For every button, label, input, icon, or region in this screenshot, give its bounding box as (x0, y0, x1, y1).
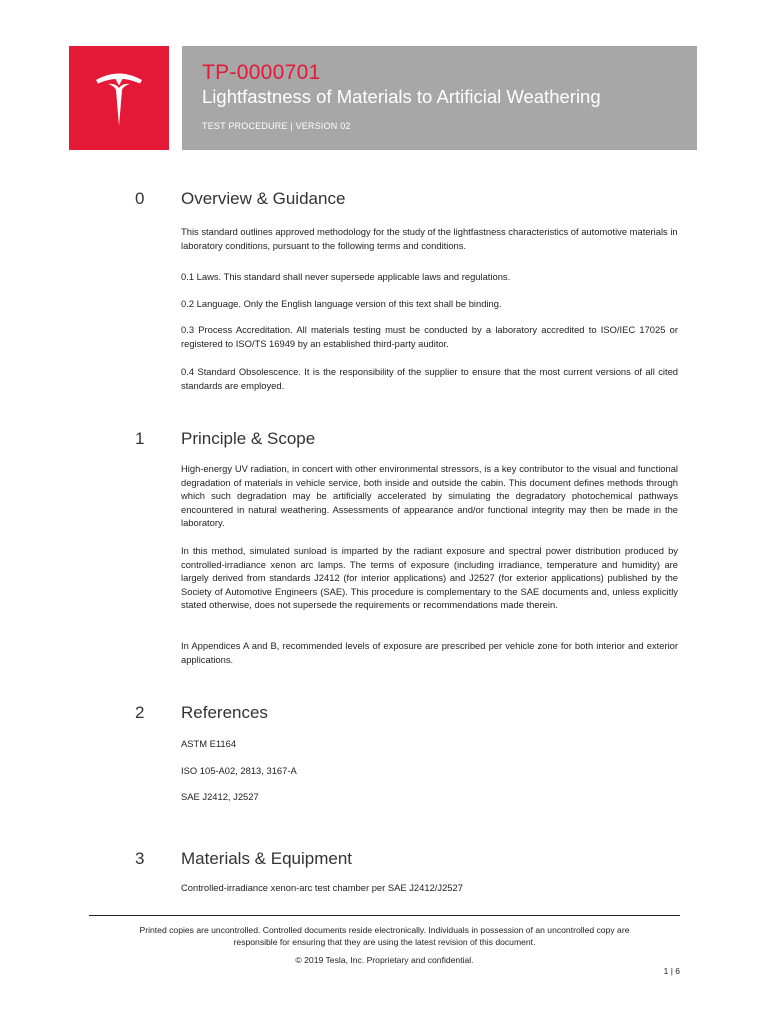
section-paragraph: In Appendices A and B, recommended levels of exposure are prescribed per vehicle zone for both interior and exterior applications. (181, 640, 678, 665)
section-number: 0 (135, 189, 145, 208)
footer-line-1 (89, 924, 680, 936)
clause-item (181, 365, 678, 392)
reference-codes: 105-A02, 2813, 3167-A (199, 765, 297, 776)
reference-item (181, 764, 678, 778)
header-band (182, 46, 697, 150)
clause-term: Laws (196, 271, 219, 282)
footer-notice-text: . Controlled documents reside electronically. Individuals in possession of an uncontrolled copy are (257, 925, 630, 935)
section-number: 1 (135, 429, 145, 448)
reference-codes: E1164 (209, 738, 237, 749)
section-number: 2 (135, 703, 145, 722)
section-intro: This standard outlines approved methodology for the study of the lightfastness characteristics of automotive materials in laboratory conditions, pursuant to the following terms and conditions. (181, 226, 678, 251)
equipment-item (181, 881, 678, 895)
section-title: Overview & Guidance (181, 189, 346, 208)
clause-number: 0.3 (181, 324, 195, 335)
footer-line-2: responsible for ensuring that they are using the latest revision of this document. (233, 937, 536, 947)
section-title: References (181, 703, 268, 722)
clause-number: 0.2 (181, 298, 195, 309)
footer-copyright: © 2019 Tesla, Inc. Proprietary and confidential. (295, 955, 474, 965)
equipment-text: per SAE J2412/J2527 (371, 882, 463, 893)
clause-text: . Only the English language version of this text shall be binding. (238, 298, 502, 309)
reference-org: ISO (181, 765, 198, 776)
section-paragraph: High-energy UV radiation, in concert with other environmental stressors, is a key contributor to the visual and functional degradation of materials in vehicle service, both inside and outside the cabin. This document defines methods through which such degradation may be artificially accelerated by simulating the degradatory photochemical pathways encountered in natural weathering. Assessments of appearance and/or functional integrity may then be made in the laboratory. (181, 463, 678, 529)
clause-number: 0.4 (181, 366, 195, 377)
clause-text: . It is the responsibility of the supplier to ensure that the most current versions of all cited standards are employed. (181, 366, 679, 391)
tesla-logo-icon (69, 46, 169, 150)
equipment-term: Controlled-irradiance xenon-arc test chamber (181, 882, 370, 893)
clause-text: . This standard shall never supersede applicable laws and regulations. (218, 271, 511, 282)
section-number: 3 (135, 849, 145, 868)
reference-org: ASTM (181, 738, 208, 749)
document-id: TP-0000701 (202, 61, 321, 84)
clause-item (181, 323, 678, 350)
clause-term: Standard Obsolescence (197, 366, 299, 377)
footer-divider (89, 915, 680, 916)
footer-notice-term: Printed copies are uncontrolled (139, 925, 258, 935)
page-number: 1 | 6 (663, 966, 680, 976)
document-subtitle: TEST PROCEDURE | VERSION 02 (202, 121, 351, 131)
section-paragraph: In this method, simulated sunload is imparted by the radiant exposure and spectral power distribution produced by controlled-irradiance xenon arc lamps. The terms of exposure (including irradiance, temperature and humidity) are largely derived from standards J2412 (for interior applications) and J2527 (for exterior applications) published by the Society of Automotive Engineers (SAE). This procedure is complementary to the SAE documents and, unless explicitly stated otherwise, does not supersede the requirements or recommendations made therein. (181, 545, 678, 611)
clause-term: Process Accreditation (198, 324, 291, 335)
reference-item (181, 790, 678, 804)
clause-text: . All materials testing must be conducted by a laboratory accredited to ISO/IEC 17025 or registered to ISO/TS 16949 by an established third-party auditor. (181, 324, 678, 349)
section-title: Materials & Equipment (181, 849, 353, 868)
tesla-logo (69, 46, 169, 150)
document-title: Lightfastness of Materials to Artificial Weathering (202, 86, 601, 107)
clause-number: 0.1 (181, 271, 195, 282)
clause-term: Language (196, 298, 239, 309)
reference-codes: J2412, J2527 (202, 791, 259, 802)
reference-org: SAE (181, 791, 200, 802)
clause-item (181, 297, 678, 311)
clause-item (181, 270, 678, 284)
reference-item (181, 737, 678, 751)
section-title: Principle & Scope (181, 429, 316, 448)
